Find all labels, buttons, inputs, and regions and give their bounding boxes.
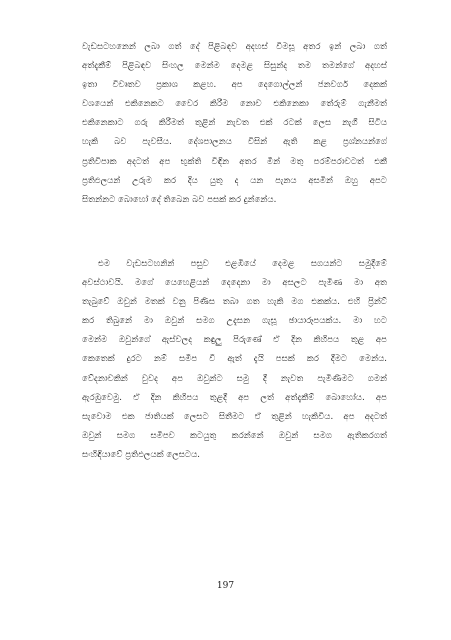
text-line: කර තිබුනේ මා ඔවුන් සමග උදැසන ගැසූ ඡායාරූපයක්ය. මා හට bbox=[82, 316, 387, 327]
paragraph-1 bbox=[82, 38, 387, 210]
text-line: ප්‍රතිඵලයන් උරුම කර දිය යුතු ද යන පැනය අසමින් ඔහු අපට bbox=[82, 175, 387, 186]
text-line: හැකි බව පැවසීය. දේශපාලනය විසින් ඇති කළ ප්‍රශ්නයන්ගේ bbox=[82, 137, 387, 148]
paragraph-2 bbox=[82, 255, 387, 465]
text-line: අවස්ථාවයි. මගේ යෙහෙළියන් දෙදෙනා මා අසලට පැමිණ මා අත bbox=[82, 278, 387, 289]
text-line: සංහිඳියාවේ ප්‍රතිඵලයක් ලෙසටය. bbox=[82, 449, 201, 460]
text-line: ඔවුන් සමග සමීපව කටයුතු කරන්නේ ඔවුන් සමග ඇතිකරගත් bbox=[82, 430, 387, 441]
text-line: ඇරඹුවෙමු. ඒ දින කිහිපය තුළදී අප ලත් අත්දැකීම් බොහෝය. අප bbox=[82, 392, 387, 403]
text-line: කෙතෙක් දුරට නම් සමීප වී ඇත් දැයි පසක් කර දීමට මෙන්ය. bbox=[82, 354, 387, 365]
text-line: එම වැඩසටහනින් පසුව එළඹියේ දෙමළ සගයන්ට සමුදීමේ bbox=[98, 259, 387, 269]
text-line: සැවොම එක ජාතියක් ලෙසට සිතීමට ඒ තුළින් හැකිවිය. අප අදටත් bbox=[82, 411, 387, 422]
text-line: අත්දැකීම් පිළිබඳව සිංහල මෙන්ම දෙමළ සිසුන්ද තම තමන්ගේ අදහස් bbox=[82, 61, 387, 72]
text-line: ප්‍රතිවිපාක අදටත් අප භුක්ති විඳින අතර මීන් මතු පරම්පරාවටත් එකී bbox=[82, 156, 387, 167]
text-line: සිතන්නට බොහෝ දේ තිබෙන බව පසක් කර දුන්නේය. bbox=[82, 194, 277, 205]
text-line: ඉතා විවෘතව ප්‍රකාශ කළහ. අප දෙගොල්ලන් ජනවර්ග දෙකක් bbox=[82, 80, 387, 91]
page-number: 197 bbox=[216, 581, 235, 591]
text-line: වේදනාවකින් වුවද අප ඔවුන්ට සමු දී නැවත පැමිණීමට ගමන් bbox=[82, 373, 387, 384]
text-line: එකිනෙකාට ගරු කිරීමත් තුළින් නැවත එක් රටක් ලෙස නැගී සිටිය bbox=[82, 118, 387, 129]
text-line: තැබුවේ ඔවුන් මතක් වනු පිණිස තබා ගත හැකි මග එකක්ය. එහි ප්‍රින්ට් bbox=[82, 297, 387, 308]
text-line: වශයෙන් එකිනෙකට වෛර කිරීම නොව එකිනෙකා තේරුම් ගැනීමත් bbox=[82, 99, 387, 110]
text-line: වැඩසටහනෙන් ලබා ගත් දේ පිළිබඳව අදහස් විමසූ අතර ඉන් ලබා ගත් bbox=[82, 42, 387, 52]
text-line: මෙන්ම ඔවුන්ගේ ඇස්වලද කඳුලු පිරුණේ ඒ දින කිහිපය තුළ අප bbox=[82, 335, 387, 346]
